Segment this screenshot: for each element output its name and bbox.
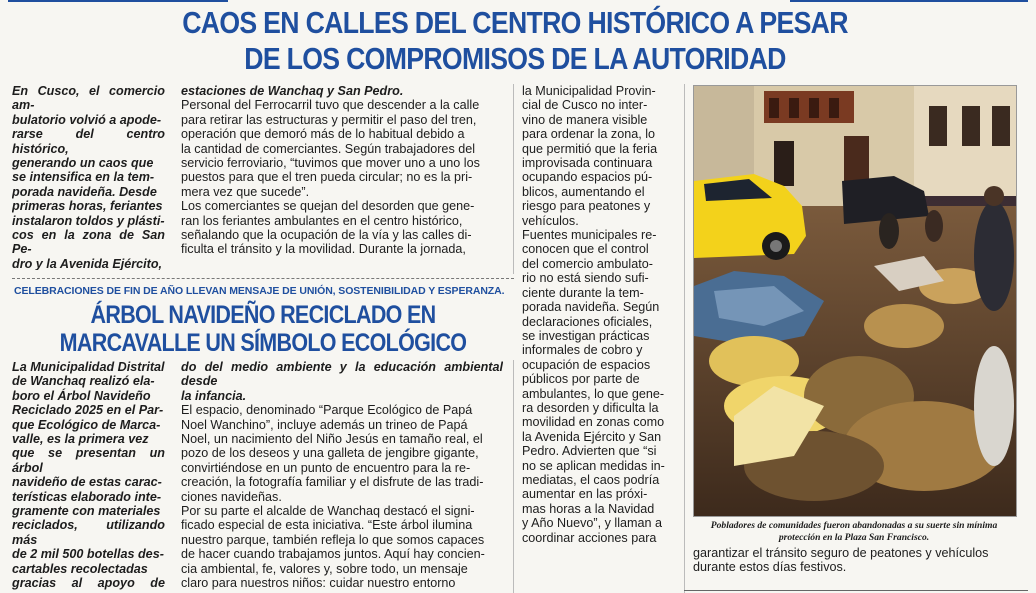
article1-body-line: ficulta el tránsito y la movilidad. Durante la jornada,	[181, 242, 466, 257]
article1-body-col3	[522, 84, 676, 584]
article1-col3-line: y Año Nuevo”, y llaman a	[522, 516, 663, 531]
article1-body-line: la cantidad de comerciantes. Según trabajadores del	[181, 141, 476, 156]
article1-col3-line: movilidad en zonas como	[522, 415, 665, 430]
article1-body-line: operación que demoró más de lo habitual debido a	[181, 127, 465, 142]
column-divider	[513, 360, 514, 593]
article2-lead-end-line: la infancia.	[181, 388, 247, 403]
article2-kicker: CELEBRACIONES DE FIN DE AÑO LLEVAN MENSAJE DE UNIÓN, SOSTENIBILIDAD Y ESPERANZA.	[14, 285, 505, 297]
article1-col3-line: ra desorden y dificulta la	[522, 400, 659, 415]
article2-body-line: El espacio, denominado “Parque Ecológico de Papá	[181, 403, 473, 418]
column-divider	[513, 84, 514, 274]
article1-col3-line: se investigan prácticas	[522, 328, 650, 343]
article2-lead-line: La Municipalidad Distrital	[12, 360, 165, 374]
article1-col3-line: Pedro. Advierten que “si	[522, 444, 657, 459]
top-rule-right	[790, 0, 1028, 2]
article2-body-line: pozo de los deseos y una galleta de jengibre gigante,	[181, 446, 479, 461]
article-divider	[12, 278, 514, 279]
article1-continuation	[693, 546, 1023, 575]
article2-lead-end-line: do del medio ambiente y la educación ambiental desde	[181, 360, 503, 389]
article1-body-line: servicio ferroviario, “tuvimos que mover uno a uno los	[181, 156, 480, 171]
article2-body-line: Noel Wanchino”, incluye además un trineo de Papá	[181, 417, 468, 432]
article2-lead	[12, 360, 165, 592]
article1-body-line: Los comerciantes se quejan del desorden que gene-	[181, 199, 475, 214]
article2-body-line: ficado especial de esta iniciativa. “Este árbol ilumina	[181, 518, 473, 533]
article1-col3-line: conocen que el control	[522, 242, 649, 257]
article1-col3-line: vino de manera visible	[522, 112, 648, 127]
article2-body-line: claro para nuestros niños: cuidar nuestro entorno	[181, 576, 456, 591]
article1-body-line: mera vez que sucede”.	[181, 184, 310, 199]
article2-body-col2	[181, 360, 503, 592]
street-market-photo	[693, 85, 1017, 517]
article1-lead-line: cos en la zona de San Pe-	[12, 228, 165, 257]
article1-col3-line: mediatas, el caos podría	[522, 472, 660, 487]
article1-col3-line: del comercio ambulato-	[522, 256, 653, 271]
article2-headline-line1: ÁRBOL NAVIDEÑO RECICLADO EN	[90, 301, 436, 329]
article1-continuation-line: durante estos días festivos.	[693, 560, 847, 575]
article1-continuation-line: garantizar el tránsito seguro de peatones y vehículos	[693, 546, 989, 560]
article2-lead-line: reciclados, utilizando más	[12, 518, 165, 547]
article2-body-line: Por su parte el alcalde de Wanchaq destacó el signi-	[181, 504, 475, 519]
article2-lead-line: Reciclado 2025 en el Par-	[12, 403, 164, 418]
article1-lead-line: se intensifica en la tem-	[12, 170, 155, 185]
article1-col3-line: ciente durante la tem-	[522, 285, 644, 300]
article1-col3-line: mas horas a la Navidad	[522, 501, 655, 516]
article2-lead-line: cartables recolectadas	[12, 561, 148, 576]
article1-col3-line: la Municipalidad Provin-	[522, 84, 656, 98]
article1-lead	[12, 84, 165, 270]
article1-col3-line: ambulantes, lo que gene-	[522, 386, 665, 401]
article1-lead-line: generando un caos que	[12, 156, 154, 171]
article1-col3-line: para ordenar la zona, lo	[522, 127, 656, 142]
article1-lead-end: estaciones de Wanchaq y San Pedro.	[181, 84, 404, 98]
article1-col3-line: blicos, aumentando el	[522, 184, 645, 199]
article1-col3-line: improvisada continuara	[522, 156, 653, 171]
article1-body-line: puestos para que el tren pueda circular; no es la pri-	[181, 170, 473, 185]
article1-body-line: para retirar las estructuras y permitir el paso del tren,	[181, 112, 477, 127]
article1-col3-line: coordinar acciones para	[522, 530, 657, 545]
article1-col3-line: informales de cobro y	[522, 343, 643, 358]
article1-body-line: ran los feriantes ambulantes en el centro histórico,	[181, 213, 463, 228]
article1-col3-line: ocupando espacios pú-	[522, 170, 653, 185]
article2-body-line: ciones navideñas.	[181, 489, 282, 504]
article1-lead-line: primeras horas, feriantes	[12, 199, 163, 214]
article1-col3-line: Fuentes municipales re-	[522, 228, 657, 243]
column-divider	[684, 84, 685, 593]
photo-caption: Pobladores de comunidades fueron abandonadas a su suerte sin mínima protección en la Plaza San Francisco.	[710, 520, 998, 543]
article1-lead-line: instalaron toldos y plásti-	[12, 213, 165, 228]
article2-lead-line: terísticas elaborado inte-	[12, 489, 162, 504]
article1-lead-line: En Cusco, el comercio am-	[12, 84, 165, 113]
article1-headline-line1: CAOS EN CALLES DEL CENTRO HISTÓRICO A PESAR	[182, 5, 848, 40]
article2-headline-line2: MARCAVALLE UN SÍMBOLO ECOLÓGICO	[59, 329, 467, 357]
article1-col3-line: no se aplican medidas in-	[522, 458, 665, 473]
article1-col3-line: declaraciones oficiales,	[522, 314, 653, 329]
top-rule-left	[8, 0, 228, 2]
article2-body-line: cia ambiental, fe, valores y, sobre todo, un mensaje	[181, 561, 468, 576]
article1-col3-line: la Avenida Ejército y San	[522, 429, 662, 444]
bottom-rule	[684, 590, 1028, 591]
article1-lead-line: rarse del centro histórico,	[12, 127, 165, 156]
article2-lead-line: que Ecológico de Marca-	[12, 417, 161, 432]
article2-lead-line: boro el Árbol Navideño	[12, 388, 151, 403]
article1-body-line: señalando que la ocupación de la vía y las calles di-	[181, 228, 472, 243]
article1-body-col2	[181, 84, 503, 270]
article2-lead-line: valle, es la primera vez	[12, 432, 149, 447]
article1-col3-line: ocupación de espacios	[522, 357, 651, 372]
article2-lead-line: que se presentan un árbol	[12, 446, 165, 475]
article1-col3-line: públicos por parte de	[522, 372, 640, 387]
article1-lead-line: bulatorio volvió a apode-	[12, 112, 162, 127]
article1-body-line: Personal del Ferrocarril tuvo que descender a la calle	[181, 98, 480, 113]
article2-body-line: creación, la fotografía familiar y el disfrute de las tradi-	[181, 475, 484, 490]
article1-col3-line: vehículos.	[522, 213, 579, 228]
article1-col3-line: porada navideña. Según	[522, 300, 660, 315]
article1-lead-line: dro y la Avenida Ejército,	[12, 256, 163, 270]
article2-lead-line: de Wanchaq realizó ela-	[12, 374, 155, 389]
article1-lead-line: porada navideña. Desde	[12, 184, 157, 199]
article2-body-line: nuestro parque, también refleja lo que somos capaces	[181, 532, 485, 547]
article1-col3-line: rio no está siendo sufi-	[522, 271, 649, 286]
article2-lead-line: de 2 mil 500 botellas des-	[12, 547, 164, 562]
article1-headline-line2: DE LOS COMPROMISOS DE LA AUTORIDAD	[244, 41, 786, 76]
article2-body-line: convirtiéndose en un punto de encuentro para la re-	[181, 460, 471, 475]
article2-body-line: de hacer cuando trabajamos juntos. Aquí hay concien-	[181, 547, 485, 562]
article2-lead-line: gracias al apoyo de	[12, 576, 165, 591]
article2-lead-line: gramente con materiales	[12, 504, 161, 519]
article1-col3-line: que permitió que la feria	[522, 141, 658, 156]
article2-lead-line: navideño de estas carac-	[12, 475, 162, 490]
article1-col3-line: cial de Cusco no inter-	[522, 98, 648, 113]
article1-col3-line: aumentar en las próxi-	[522, 487, 648, 502]
article2-body-line: Noel, un nacimiento del Niño Jesús en tamaño real, el	[181, 432, 483, 447]
article1-col3-line: riesgo para peatones y	[522, 199, 651, 214]
